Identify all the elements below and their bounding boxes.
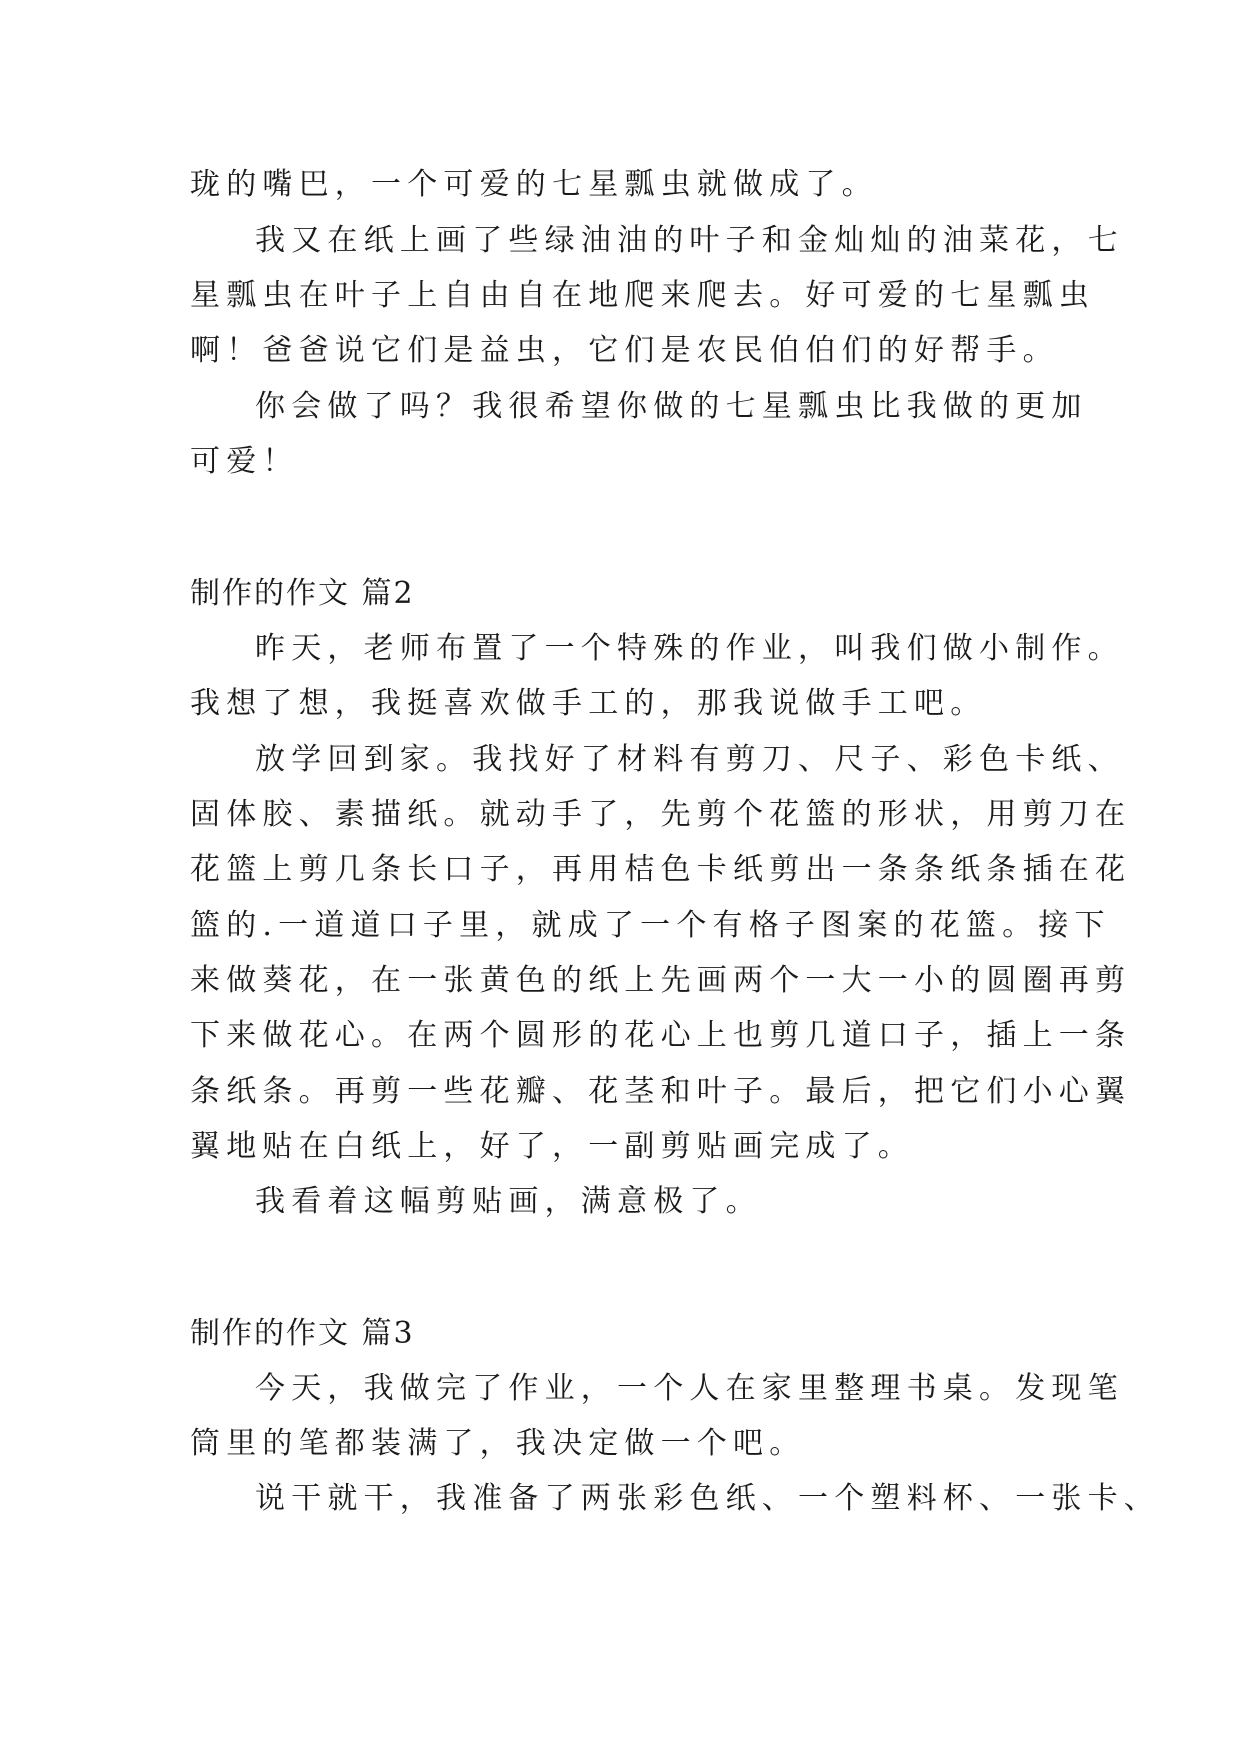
paragraph-line: 篮的.一道道口子里，就成了一个有格子图案的花篮。接下	[190, 908, 1111, 943]
paragraph-line: 珑的嘴巴，一个可爱的七星瓢虫就做成了。	[190, 167, 878, 202]
paragraph-line: 星瓢虫在叶子上自由自在地爬来爬去。好可爱的七星瓢虫	[190, 278, 1095, 313]
paragraph-line: 花篮上剪几条长口子，再用桔色卡纸剪出一条条纸条插在花	[190, 852, 1132, 887]
paragraph-line: 你会做了吗？我很希望你做的七星瓢虫比我做的更加	[255, 389, 1088, 424]
paragraph-line: 昨天，老师布置了一个特殊的作业，叫我们做小制作。	[255, 631, 1124, 666]
paragraph-line: 我又在纸上画了些绿油油的叶子和金灿灿的油菜花，七	[255, 223, 1124, 258]
paragraph-line: 今天，我做完了作业，一个人在家里整理书桌。发现笔	[255, 1371, 1124, 1406]
paragraph-line: 固体胶、素描纸。就动手了，先剪个花篮的形状，用剪刀在	[190, 797, 1132, 832]
paragraph-line: 放学回到家。我找好了材料有剪刀、尺子、彩色卡纸、	[255, 742, 1124, 777]
section-heading: 制作的作文 篇3	[190, 1316, 415, 1351]
section-heading: 制作的作文 篇2	[190, 576, 415, 611]
paragraph-line: 条纸条。再剪一些花瓣、花茎和叶子。最后，把它们小心翼	[190, 1074, 1132, 1109]
paragraph-line: 说干就干，我准备了两张彩色纸、一个塑料杯、一张卡、	[255, 1481, 1160, 1516]
paragraph-line: 啊！爸爸说它们是益虫，它们是农民伯伯们的好帮手。	[190, 333, 1059, 368]
paragraph-line: 来做葵花，在一张黄色的纸上先画两个一大一小的圆圈再剪	[190, 963, 1132, 998]
paragraph-line: 可爱！	[190, 444, 299, 479]
paragraph-line: 翼地贴在白纸上，好了，一副剪贴画完成了。	[190, 1129, 914, 1164]
paragraph-line: 下来做花心。在两个圆形的花心上也剪几道口子，插上一条	[190, 1018, 1132, 1053]
paragraph-line: 我看着这幅剪贴画，满意极了。	[255, 1184, 762, 1219]
paragraph-line: 筒里的笔都装满了，我决定做一个吧。	[190, 1426, 806, 1461]
paragraph-line: 我想了想，我挺喜欢做手工的，那我说做手工吧。	[190, 686, 987, 721]
